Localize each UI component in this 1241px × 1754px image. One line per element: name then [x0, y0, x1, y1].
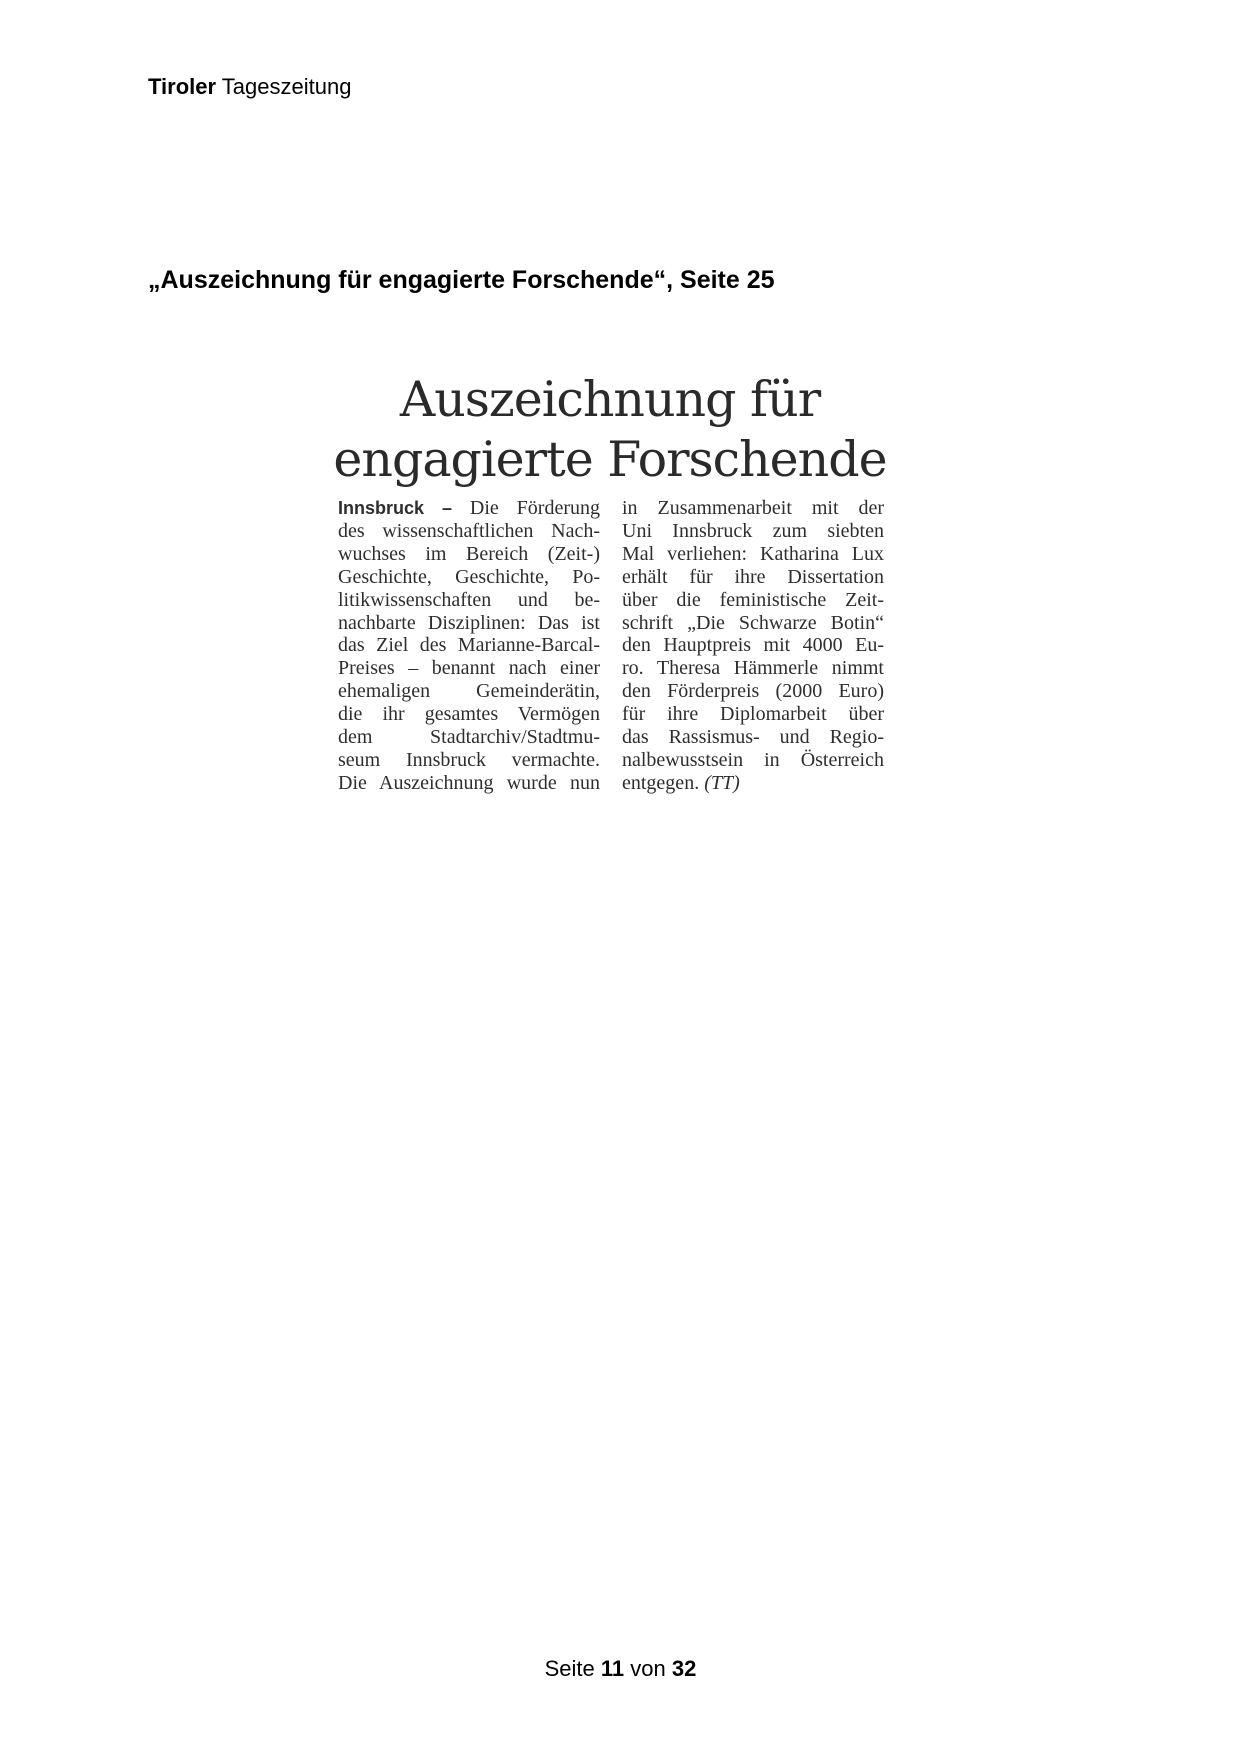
body-line: über die feministische Zeit- — [622, 588, 884, 611]
total-pages: 32 — [671, 1656, 697, 1681]
body-line: nalbewusstsein in Österreich — [622, 748, 884, 771]
page-of-label: von — [630, 1656, 666, 1681]
body-line — [338, 497, 600, 520]
body-line: Uni Innsbruck zum siebten — [622, 519, 884, 542]
body-text: entgegen. — [622, 771, 700, 794]
body-line: in Zusammenarbeit mit der — [622, 497, 884, 519]
body-line: den Hauptpreis mit 4000 Eu- — [622, 634, 884, 657]
article-column-1 — [338, 497, 600, 795]
body-line: wuchses im Bereich (Zeit-) — [338, 542, 600, 565]
headline-line: engagierte Forschende — [333, 431, 887, 488]
body-line: litikwissenschaften und be- — [338, 588, 600, 611]
article-column-2 — [622, 497, 884, 795]
body-line: die ihr gesamtes Vermögen — [338, 703, 600, 726]
body-line: ro. Theresa Hämmerle nimmt — [622, 657, 884, 680]
body-line — [622, 772, 884, 795]
dateline: Innsbruck – — [338, 498, 452, 518]
body-line: des wissenschaftlichen Nach- — [338, 519, 600, 542]
body-line: schrift „Die Schwarze Botin“ — [622, 611, 884, 634]
body-line: Geschichte, Geschichte, Po- — [338, 565, 600, 588]
body-line: dem Stadtarchiv/Stadtmu- — [338, 726, 600, 749]
document-title: „Auszeichnung für engagierte Forschende“, Seite 25 — [148, 266, 775, 294]
body-line: das Rassismus- und Regio- — [622, 726, 884, 749]
article-headline — [330, 370, 890, 490]
body-text: Die Förderung — [469, 497, 600, 519]
body-line: den Förderpreis (2000 Euro) — [622, 680, 884, 703]
author-signature: (TT) — [704, 771, 740, 794]
publication-name-rest: Tageszeitung — [221, 74, 352, 99]
body-line: nachbarte Disziplinen: Das ist — [338, 611, 600, 634]
body-line: für ihre Diplomarbeit über — [622, 703, 884, 726]
body-line: erhält für ihre Dissertation — [622, 565, 884, 588]
publication-name-bold: Tiroler — [148, 74, 217, 99]
body-line: ehemaligen Gemeinderätin, — [338, 680, 600, 703]
publication-header — [148, 74, 351, 100]
body-line: Preises – benannt nach einer — [338, 657, 600, 680]
current-page: 11 — [600, 1656, 625, 1681]
body-line: Die Auszeichnung wurde nun — [338, 771, 600, 794]
body-line: Mal verliehen: Katharina Lux — [622, 542, 884, 565]
body-line: das Ziel des Marianne-Barcal- — [338, 634, 600, 657]
page-footer — [0, 1656, 1241, 1682]
body-line: seum Innsbruck vermachte. — [338, 748, 600, 771]
page-label: Seite — [544, 1656, 595, 1681]
headline-line: Auszeichnung für — [399, 371, 821, 428]
